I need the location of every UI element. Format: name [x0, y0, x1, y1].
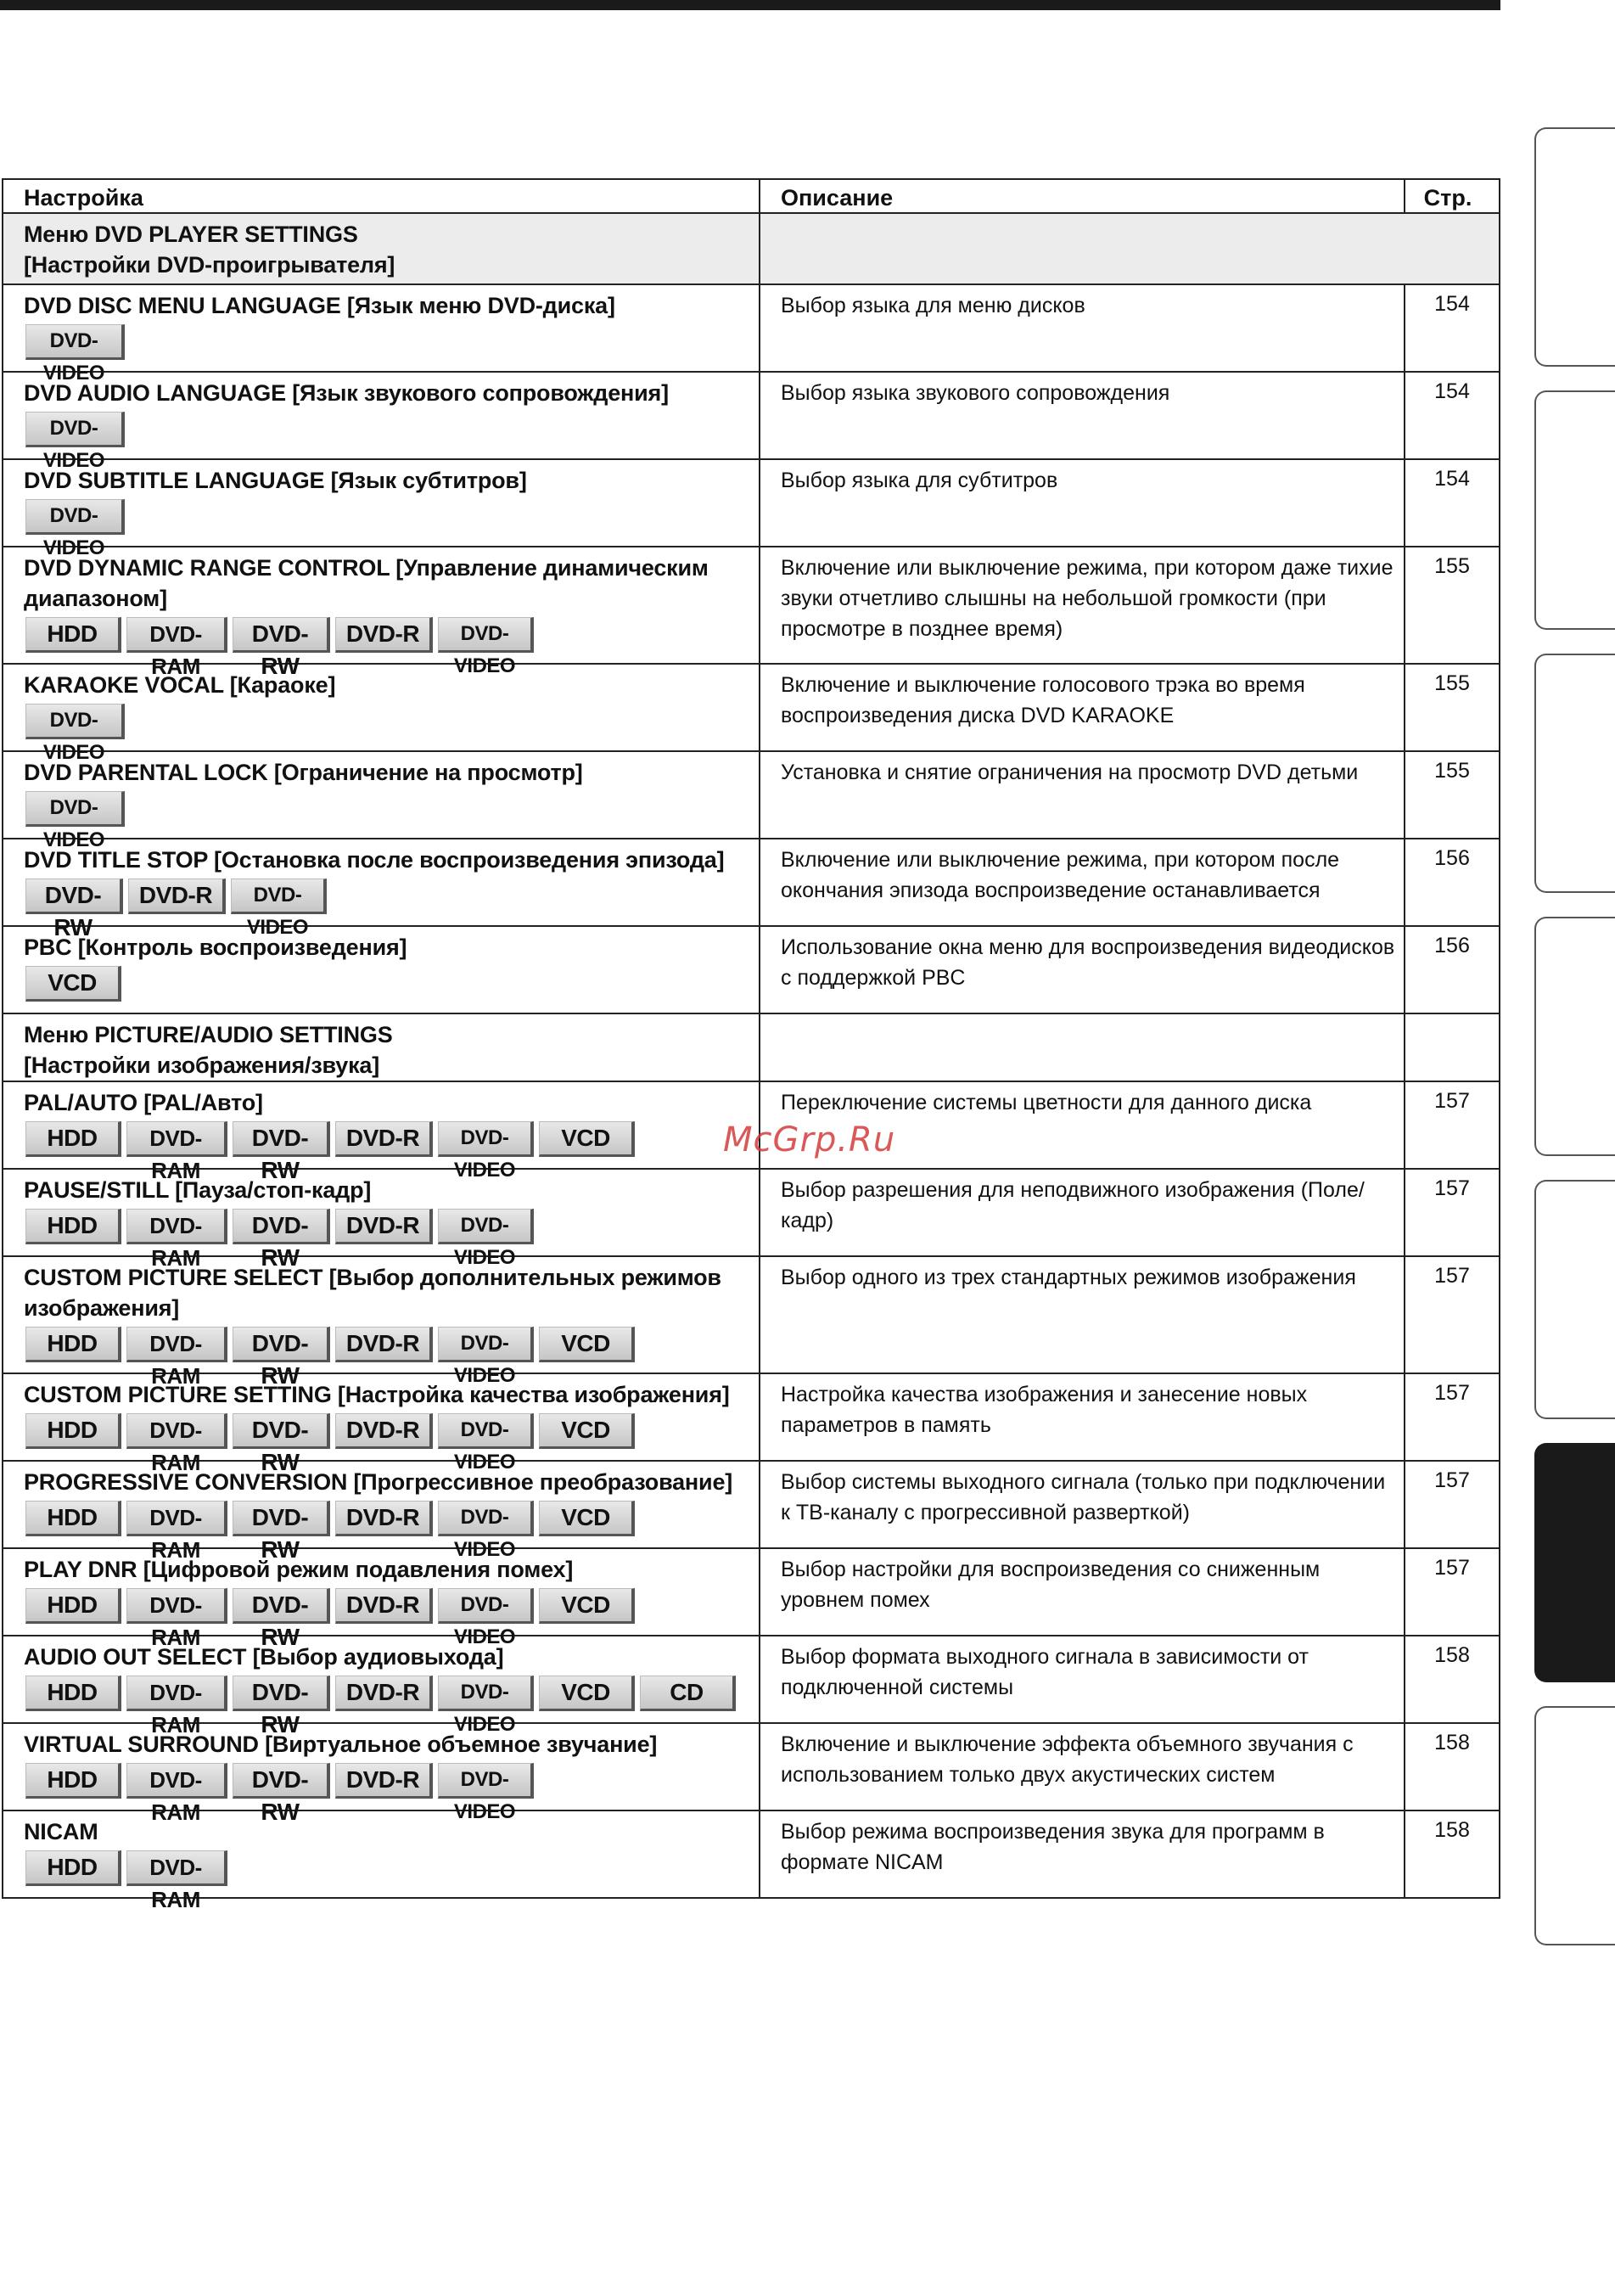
disc-badge-vcd: VCD	[25, 966, 121, 1002]
disc-badge-hdd: HDD	[25, 1327, 121, 1362]
disc-badge-vcd: VCD	[539, 1588, 635, 1624]
disc-badge-dvd-ram: DVD-RAM	[126, 1121, 227, 1157]
description-cell: Выбор настройки для воспроизведения со сниженным уровнем помех	[760, 1548, 1405, 1636]
description-cell: Выбор одного из трех стандартных режимов изображения	[760, 1256, 1405, 1373]
setting-cell	[3, 1723, 760, 1825]
page-number-cell: 158	[1405, 1810, 1500, 1898]
disc-badge-dvd-ram: DVD-RAM	[126, 1413, 227, 1449]
disc-badge-cd: CD	[640, 1676, 736, 1711]
side-tab-5[interactable]	[1534, 1180, 1615, 1419]
table-row	[3, 284, 1500, 372]
disc-badge-dvd-ram: DVD-RAM	[126, 1676, 227, 1711]
page-number-cell: 158	[1405, 1636, 1500, 1723]
description-cell: Выбор разрешения для неподвижного изображения (Поле/кадр)	[760, 1169, 1405, 1256]
page-number-cell: 157	[1405, 1169, 1500, 1256]
setting-name: VIRTUAL SURROUND [Виртуальное объемное звучание]	[24, 1732, 658, 1757]
disc-type-badges	[25, 879, 750, 940]
disc-type-badges	[25, 324, 750, 385]
table-row	[3, 1810, 1500, 1898]
disc-badge-vcd: VCD	[539, 1413, 635, 1449]
column-header-setting: Настройка	[3, 179, 760, 213]
disc-badge-dvd-video: DVD-VIDEO	[438, 1501, 534, 1536]
page-number-cell: 157	[1405, 1081, 1500, 1169]
section-title: Меню DVD PLAYER SETTINGS [Настройки DVD-проигрывателя]	[24, 222, 395, 278]
disc-type-badges	[25, 617, 750, 679]
setting-cell	[3, 926, 760, 1013]
disc-badge-dvd-rw: DVD-RW	[233, 1327, 330, 1362]
disc-badge-dvd-video: DVD-VIDEO	[438, 1588, 534, 1624]
disc-badge-dvd-r: DVD-R	[335, 1501, 433, 1536]
setting-name: DVD DYNAMIC RANGE CONTROL [Управление динамическим диапазоном]	[24, 555, 709, 611]
table-body	[3, 213, 1500, 1912]
disc-badge-dvd-ram: DVD-RAM	[126, 1501, 227, 1536]
page-number-cell: 156	[1405, 926, 1500, 1013]
page-number-cell: 157	[1405, 1256, 1500, 1373]
setting-name: PROGRESSIVE CONVERSION [Прогрессивное преобразование]	[24, 1469, 733, 1495]
disc-badge-dvd-r: DVD-R	[128, 879, 226, 914]
disc-badge-dvd-rw: DVD-RW	[233, 1676, 330, 1711]
disc-badge-dvd-video: DVD-VIDEO	[25, 791, 125, 827]
disc-badge-dvd-rw: DVD-RW	[233, 1121, 330, 1157]
table-row	[3, 1548, 1500, 1636]
disc-badge-hdd: HDD	[25, 1676, 121, 1711]
disc-badge-dvd-r: DVD-R	[335, 1121, 433, 1157]
top-rule	[0, 0, 1500, 10]
description-cell: Выбор системы выходного сигнала (только при подключении к ТВ-каналу с прогрессивной разверткой)	[760, 1461, 1405, 1548]
disc-badge-dvd-rw: DVD-RW	[233, 1501, 330, 1536]
table-row	[3, 926, 1500, 1013]
disc-type-badges	[25, 704, 750, 764]
section-row	[3, 213, 1500, 284]
disc-badge-dvd-ram: DVD-RAM	[126, 1327, 227, 1362]
disc-badge-dvd-video: DVD-VIDEO	[25, 324, 125, 360]
disc-badge-dvd-r: DVD-R	[335, 1676, 433, 1711]
disc-badge-dvd-rw: DVD-RW	[25, 879, 123, 914]
table-row	[3, 372, 1500, 459]
disc-type-badges	[25, 1121, 750, 1183]
disc-badge-dvd-video: DVD-VIDEO	[438, 1763, 534, 1799]
side-tab-2[interactable]	[1534, 390, 1615, 630]
setting-cell	[3, 372, 760, 472]
page-number-cell: 154	[1405, 459, 1500, 547]
disc-badge-dvd-r: DVD-R	[335, 617, 433, 653]
disc-badge-dvd-video: DVD-VIDEO	[438, 1413, 534, 1449]
setting-name: DVD TITLE STOP [Остановка после воспроизведения эпизода]	[24, 847, 725, 873]
disc-badge-dvd-r: DVD-R	[335, 1588, 433, 1624]
description-cell: Включение или выключение режима, при котором после окончания эпизода воспроизведение останавливается	[760, 839, 1405, 926]
setting-cell	[3, 1548, 760, 1650]
page-number-cell: 156	[1405, 839, 1500, 926]
setting-name: DVD AUDIO LANGUAGE [Язык звукового сопровождения]	[24, 380, 669, 406]
page-number-cell: 155	[1405, 751, 1500, 839]
disc-badge-hdd: HDD	[25, 1209, 121, 1244]
setting-name: AUDIO OUT SELECT [Выбор аудиовыхода]	[24, 1644, 504, 1670]
disc-type-badges	[25, 1850, 750, 1912]
disc-badge-dvd-ram: DVD-RAM	[126, 1763, 227, 1799]
disc-badge-hdd: HDD	[25, 1850, 121, 1886]
setting-cell	[3, 1461, 760, 1563]
setting-name: NICAM	[24, 1819, 98, 1844]
setting-cell	[3, 664, 760, 764]
setting-name: PAL/AUTO [PAL/Авто]	[24, 1090, 263, 1115]
setting-cell	[3, 1373, 760, 1475]
disc-badge-hdd: HDD	[25, 1501, 121, 1536]
section-empty-cell	[760, 213, 1500, 284]
disc-type-badges	[25, 1763, 750, 1825]
disc-badge-dvd-ram: DVD-RAM	[126, 1209, 227, 1244]
disc-badge-hdd: HDD	[25, 1413, 121, 1449]
description-cell: Выбор режима воспроизведения звука для программ в формате NICAM	[760, 1810, 1405, 1898]
setting-cell	[3, 459, 760, 559]
setting-name: CUSTOM PICTURE SELECT [Выбор дополнительных режимов изображения]	[24, 1265, 721, 1321]
disc-badge-vcd: VCD	[539, 1121, 635, 1157]
description-cell: Включение и выключение эффекта объемного звучания с использованием только двух акустических систем	[760, 1723, 1405, 1810]
description-cell: Использование окна меню для воспроизведения видеодисков с поддержкой PBC	[760, 926, 1405, 1013]
setting-cell	[3, 284, 760, 385]
disc-badge-vcd: VCD	[539, 1327, 635, 1362]
section-title: Меню PICTURE/AUDIO SETTINGS [Настройки изображения/звука]	[24, 1022, 393, 1078]
table-row	[3, 839, 1500, 926]
disc-badge-dvd-ram: DVD-RAM	[126, 1588, 227, 1624]
watermark: McGrp.Ru	[723, 1120, 896, 1159]
disc-badge-hdd: HDD	[25, 617, 121, 653]
setting-cell	[3, 1256, 760, 1389]
disc-badge-dvd-video: DVD-VIDEO	[25, 499, 125, 535]
description-cell: Выбор языка для субтитров	[760, 459, 1405, 547]
page-number-cell: 157	[1405, 1461, 1500, 1548]
disc-type-badges	[25, 1209, 750, 1271]
setting-name: DVD SUBTITLE LANGUAGE [Язык субтитров]	[24, 468, 527, 493]
setting-name: PBC [Контроль воспроизведения]	[24, 935, 407, 960]
page-number-cell: 154	[1405, 372, 1500, 459]
disc-badge-dvd-r: DVD-R	[335, 1763, 433, 1799]
disc-badge-dvd-rw: DVD-RW	[233, 1209, 330, 1244]
setting-name: DVD DISC MENU LANGUAGE [Язык меню DVD-диска]	[24, 293, 615, 318]
settings-table	[2, 178, 1500, 1912]
disc-badge-vcd: VCD	[539, 1501, 635, 1536]
disc-type-badges	[25, 499, 750, 559]
table-row	[3, 1169, 1500, 1256]
page-number-cell: 157	[1405, 1548, 1500, 1636]
description-cell: Выбор языка для меню дисков	[760, 284, 1405, 372]
disc-badge-dvd-r: DVD-R	[335, 1209, 433, 1244]
description-cell: Включение или выключение режима, при котором даже тихие звуки отчетливо слышны на небольшой громкости (при просмотре в позднее время)	[760, 547, 1405, 664]
table-row	[3, 1636, 1500, 1723]
table-row	[3, 1373, 1500, 1461]
disc-badge-dvd-ram: DVD-RAM	[126, 1850, 227, 1886]
disc-badge-dvd-video: DVD-VIDEO	[438, 1676, 534, 1711]
disc-badge-dvd-rw: DVD-RW	[233, 617, 330, 653]
section-empty-cell	[1405, 1013, 1500, 1081]
table-row	[3, 751, 1500, 839]
side-tab-3[interactable]	[1534, 654, 1615, 893]
setting-name: PLAY DNR [Цифровой режим подавления помех]	[24, 1557, 574, 1582]
disc-badge-vcd: VCD	[539, 1676, 635, 1711]
disc-badge-dvd-video: DVD-VIDEO	[25, 704, 125, 739]
page-number-cell: 155	[1405, 664, 1500, 751]
setting-cell	[3, 547, 760, 679]
disc-type-badges	[25, 1413, 750, 1475]
table-row	[3, 1256, 1500, 1373]
column-header-page: Стр.	[1405, 179, 1500, 213]
description-cell: Переключение системы цветности для данного диска	[760, 1081, 1405, 1169]
side-tab-1[interactable]	[1534, 127, 1615, 367]
setting-cell	[3, 1169, 760, 1271]
table-row	[3, 1461, 1500, 1548]
description-cell: Настройка качества изображения и занесение новых параметров в память	[760, 1373, 1405, 1461]
disc-badge-hdd: HDD	[25, 1121, 121, 1157]
section-empty-cell	[760, 1013, 1405, 1081]
disc-badge-dvd-rw: DVD-RW	[233, 1588, 330, 1624]
table-row	[3, 547, 1500, 664]
disc-badge-dvd-rw: DVD-RW	[233, 1413, 330, 1449]
column-header-description: Описание	[760, 179, 1405, 213]
setting-cell	[3, 751, 760, 851]
side-tab-7[interactable]	[1534, 1706, 1615, 1945]
page-number-cell: 154	[1405, 284, 1500, 372]
disc-type-badges	[25, 1327, 750, 1389]
description-cell: Установка и снятие ограничения на просмотр DVD детьми	[760, 751, 1405, 839]
setting-cell	[3, 1081, 760, 1183]
disc-badge-dvd-video: DVD-VIDEO	[438, 1121, 534, 1157]
table-header-row	[3, 179, 1500, 213]
description-cell: Выбор языка звукового сопровождения	[760, 372, 1405, 459]
disc-badge-hdd: HDD	[25, 1588, 121, 1624]
disc-badge-dvd-r: DVD-R	[335, 1413, 433, 1449]
disc-type-badges	[25, 1676, 750, 1737]
section-title-cell	[3, 1013, 760, 1081]
page-number-cell: 157	[1405, 1373, 1500, 1461]
section-row	[3, 1013, 1500, 1081]
disc-type-badges	[25, 791, 750, 851]
setting-name: PAUSE/STILL [Пауза/стоп-кадр]	[24, 1177, 372, 1203]
table-row	[3, 1723, 1500, 1810]
setting-name: DVD PARENTAL LOCK [Ограничение на просмотр]	[24, 760, 583, 785]
setting-name: CUSTOM PICTURE SETTING [Настройка качества изображения]	[24, 1382, 730, 1407]
setting-cell	[3, 1810, 760, 1912]
disc-type-badges	[25, 966, 750, 1002]
page-number-cell: 155	[1405, 547, 1500, 664]
side-tab-4[interactable]	[1534, 917, 1615, 1156]
disc-badge-dvd-video: DVD-VIDEO	[231, 879, 327, 914]
description-cell: Включение и выключение голосового трэка во время воспроизведения диска DVD KARAOKE	[760, 664, 1405, 751]
disc-type-badges	[25, 1588, 750, 1650]
table-row	[3, 459, 1500, 547]
disc-badge-dvd-video: DVD-VIDEO	[438, 1327, 534, 1362]
disc-badge-dvd-r: DVD-R	[335, 1327, 433, 1362]
disc-type-badges	[25, 1501, 750, 1563]
setting-name: KARAOKE VOCAL [Караоке]	[24, 672, 336, 698]
disc-type-badges	[25, 412, 750, 472]
side-tab-6-active[interactable]	[1534, 1443, 1615, 1682]
disc-badge-dvd-rw: DVD-RW	[233, 1763, 330, 1799]
disc-badge-dvd-video: DVD-VIDEO	[25, 412, 125, 447]
table-row	[3, 664, 1500, 751]
disc-badge-dvd-video: DVD-VIDEO	[438, 1209, 534, 1244]
setting-cell	[3, 1636, 760, 1737]
page-number-cell: 158	[1405, 1723, 1500, 1810]
disc-badge-hdd: HDD	[25, 1763, 121, 1799]
setting-cell	[3, 839, 760, 940]
section-title-cell	[3, 213, 760, 284]
disc-badge-dvd-video: DVD-VIDEO	[438, 617, 534, 653]
description-cell: Выбор формата выходного сигнала в зависимости от подключенной системы	[760, 1636, 1405, 1723]
disc-badge-dvd-ram: DVD-RAM	[126, 617, 227, 653]
